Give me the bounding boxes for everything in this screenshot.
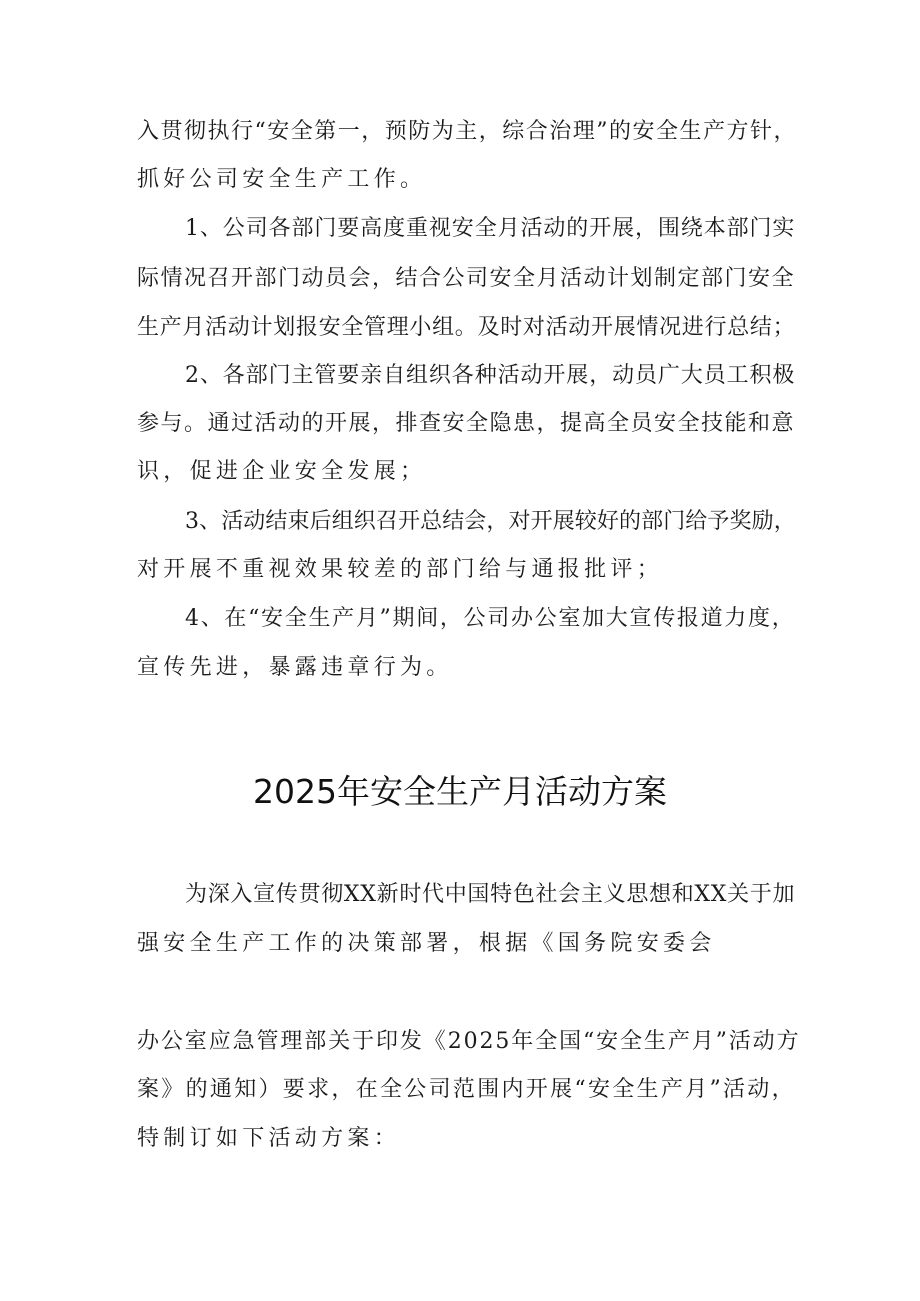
list-item-line: 参与。通过活动的开展，排查安全隐患，提高全员安全技能和意 [137,411,796,436]
intro-line: 案》的通知）要求，在全公司范围内开展“安全生产月”活动， [137,1077,796,1102]
list-item-line: 对开展不重视效果较差的部门给与通报批评； [137,557,664,582]
section-title: 2025年安全生产月活动方案 [253,772,667,811]
intro-line: 为深入宣传贯彻XX新时代中国特色社会主义思想和XX关于加 [185,882,796,907]
list-item-line: 际情况召开部门动员会，结合公司安全月活动计划制定部门安全 [137,266,796,291]
list-item-line: 1、公司各部门要高度重视安全月活动的开展，围绕本部门实 [185,216,796,241]
list-item-line: 宣传先进，暴露违章行为。 [137,655,453,680]
paragraph-line: 入贯彻执行“安全第一，预防为主，综合治理”的安全生产方针， [137,119,797,144]
list-item-line: 3、活动结束后组织召开总结会，对开展较好的部门给予奖励， [185,509,796,534]
intro-line: 特制订如下活动方案： [137,1126,401,1151]
list-item-line: 4、在“安全生产月”期间，公司办公室加大宣传报道力度， [185,606,796,631]
paragraph-line: 抓好公司安全生产工作。 [137,167,427,192]
list-item-line: 生产月活动计划报安全管理小组。及时对活动开展情况进行总结； [137,315,796,340]
list-item-line: 2、各部门主管要亲自组织各种活动开展，动员广大员工积极 [185,363,796,388]
intro-line: 办公室应急管理部关于印发《2025年全国“安全生产月”活动方 [137,1029,801,1054]
list-item-line: 识，促进企业安全发展； [137,459,427,484]
intro-line: 强安全生产工作的决策部署，根据《国务院安委会 [137,931,716,956]
